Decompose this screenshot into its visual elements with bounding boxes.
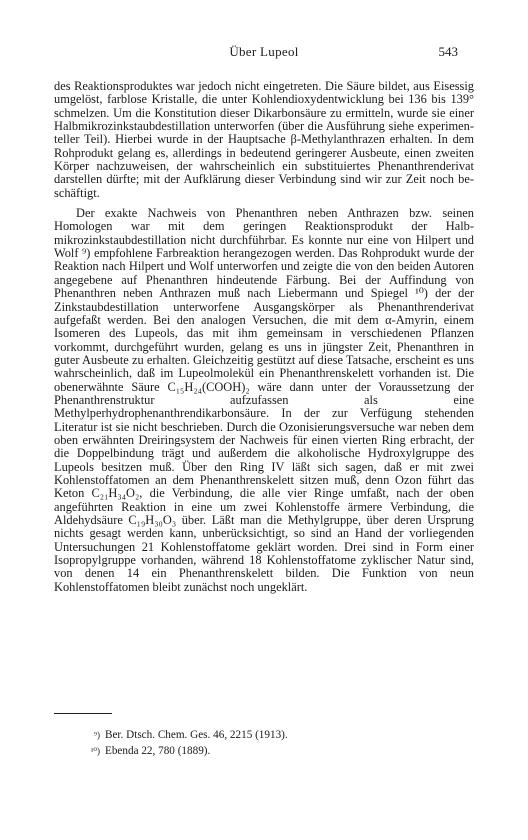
paragraph-1: des Reaktionsproduktes war jedoch nicht eingetreten. Die Säure bildet, aus Eisessig umgelöst, farblose Kristalle, die unter Kohlendioxydentwicklung bei 136 bis 139° schmelzen. Um die Konstitution dieser Dikarbonsäure zu ermitteln, wurde sie einer Halbmikrozinkstaubdestillation unterworfen (über die Ausführung siehe experimenteller Teil). Hierbei wurde in der Hauptsache β-Methylanthrazen erhalten. In dem Rohprodukt gelang es, allerdings in bedeutend geringerer Ausbeute, einen zweiten Körper nachzuweisen, der wahrscheinlich ein substituiertes Phenanthrenderivat darstellen dürfte; mit der Aufklärung dieser Verbindung sind wir zur Zeit noch beschäftigt.: [54, 79, 474, 200]
page-header: [70, 44, 458, 64]
footnote-9: [78, 727, 458, 743]
footnotes: [78, 727, 458, 759]
footnote-mark: ¹⁰): [90, 746, 100, 756]
footnote-text: Ebenda 22, 780 (1889).: [105, 745, 211, 757]
body-text: [54, 80, 474, 594]
paragraph-2: Der exakte Nachweis von Phenanthren neben Anthrazen bzw. seinen Homologen war mit dem geringen Reaktionsprodukt der Halbmikrozinkstaubdestillation nicht durchführbar. Es konnte nur eine von Hilpert und Wolf ⁹) empfohlene Farbreaktion herangezogen werden. Das Rohprodukt wurde der Reaktion nach Hilpert und Wolf unterworfen und zeigte die von den beiden Autoren angegebene auf Phenanthren hindeutende Färbung. Bei der Auffindung von Phenanthren neben Anthrazen muß nach Liebermann und Spiegel ¹⁰) der der Zinkstaubdestillation unterworfene Ausgangskörper als Phenanthrenderivat aufgefaßt werden. Bei den analogen Versuchen, die mit dem α-Amyrin, einem Isomeren des Lupeols, das mit ihm gemeinsam in verschiedenen Pflanzen vorkommt, durchgeführt wurden, gelang es uns in jüngster Zeit, Phenanthren in guter Ausbeute zu erhalten. Gleichzeitig gestützt auf diese Tatsache, erscheint es uns wahrscheinlich, daß im Lupeolmolekül ein Phenanthrenskelett vorhanden ist. Die obenerwähnte Säure C₁₅H₂₄(COOH)₂ wäre dann unter der Voraussetzung der Phenanthrenstruktur aufzufassen als eine Methylperhydrophenanthrendikarbonsäure. In der zur Verfügung stehenden Literatur ist sie nicht beschrieben. Durch die Ozonisierungsversuche war neben dem oben erwähnten Dreiringsystem der Nachweis für einen vierten Ring erbracht, der die Doppelbindung trägt und außerdem die alkoholische Hydroxylgruppe des Lupeols besitzen muß. Über den Ring IV läßt sich sagen, daß er mit zwei Kohlenstoffatomen an dem Phenanthrenskelett sitzen muß, denn Ozon führt das Keton C₂₁H₃₄O₂, die Verbindung, die alle vier Ringe umfaßt, nach der oben angeführten Reaktion in eine um zwei Kohlenstoffe ärmere Verbindung, die Aldehydsäure C₁₉H₃₀O₃ über. Läßt man die Methylgruppe, über deren Ursprung nichts gesagt werden kann, unberücksichtigt, so sind an Hand der vorliegenden Untersuchungen 21 Kohlenstoffatome geklärt worden. Drei sind in Form einer Isopropylgruppe vorhanden, während 18 Kohlenstoffatome zyklischer Natur sind, von denen 14 ein Phenanthrenskelett bilden. Die Funktion von neun Kohlenstoffatomen bleibt zunächst noch ungeklärt.: [54, 206, 474, 594]
footnote-rule: [54, 713, 112, 714]
footnote-mark: ⁹): [93, 730, 100, 740]
page-number: 543: [438, 44, 458, 59]
footnote-text: Ber. Dtsch. Chem. Ges. 46, 2215 (1913).: [105, 729, 288, 741]
footnote-10: [78, 743, 458, 759]
running-head: Über Lupeol: [229, 44, 299, 59]
